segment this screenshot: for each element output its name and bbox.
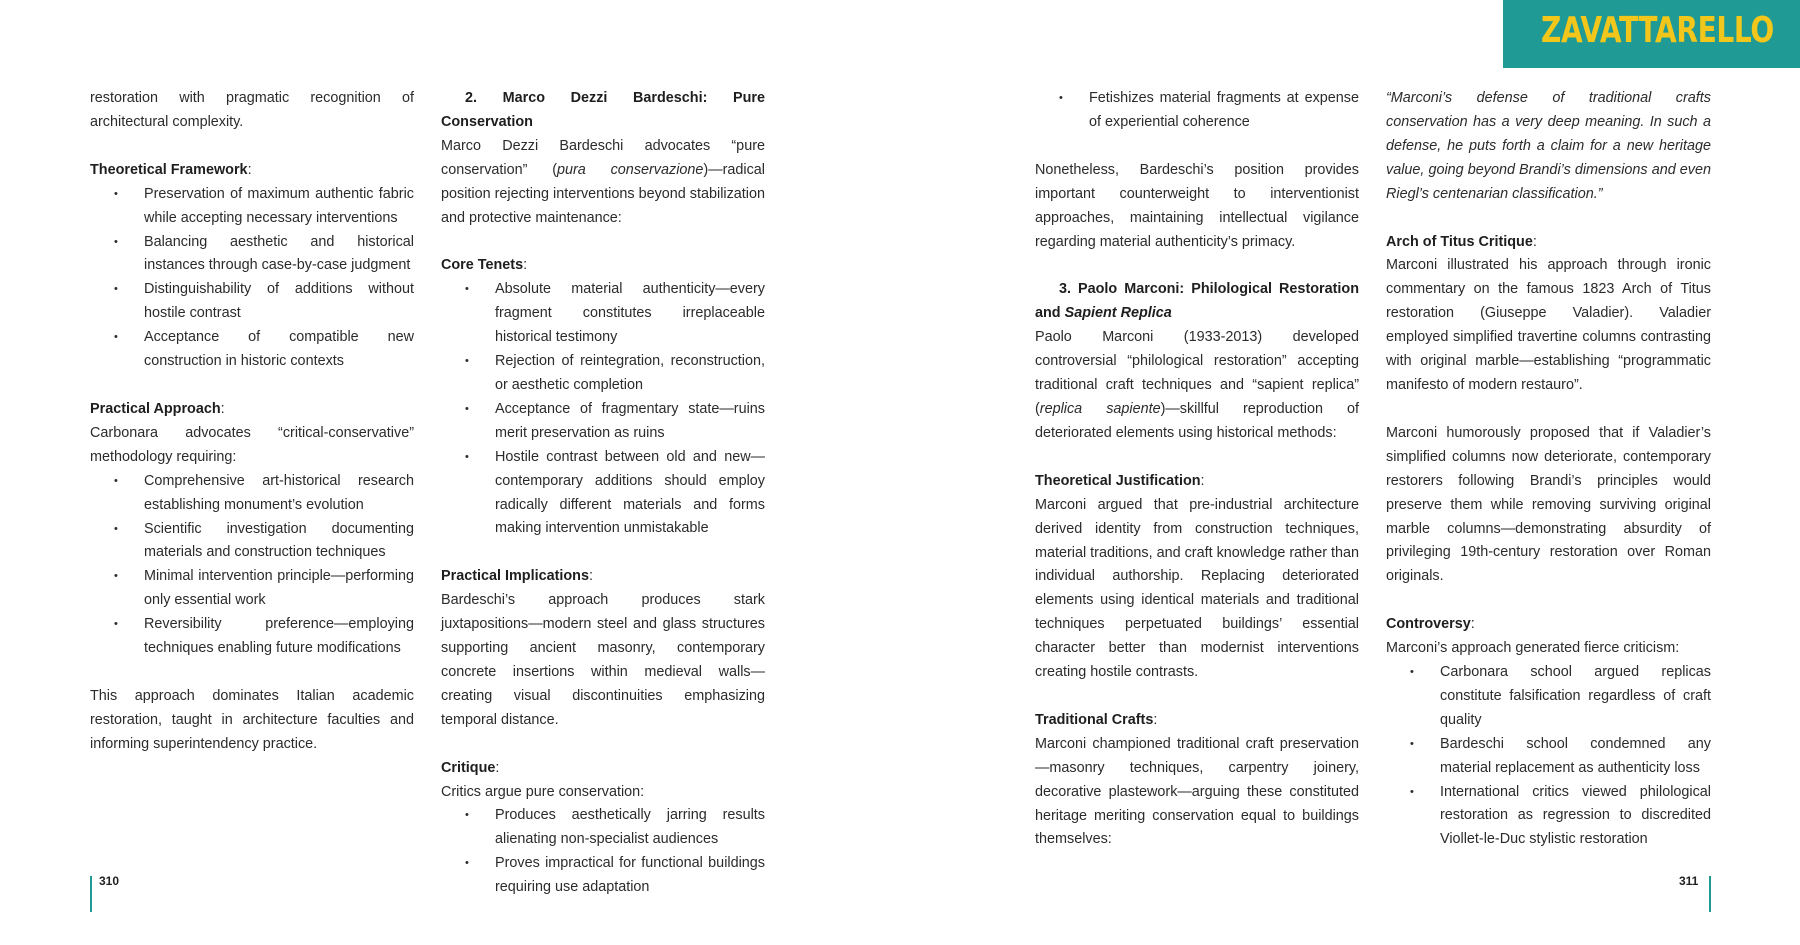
list-item: • Comprehensive art-historical research establishing monument’s evolution — [90, 470, 414, 518]
subheading-theoretical-justification: Theoretical Justification: — [1035, 472, 1205, 489]
section-heading-bardeschi: 2. Marco Dezzi Bardeschi: Pure Conservation — [441, 90, 765, 130]
list-item: • Acceptance of fragmentary state—ruins merit preservation as ruins — [441, 398, 765, 446]
bullet-list-critique — [441, 804, 765, 900]
subheading-controversy: Controversy: — [1386, 616, 1475, 633]
paragraph: This approach dominates Italian academic restoration, taught in architecture faculties and informing superintendency practice. — [90, 687, 414, 752]
list-item: • Produces aesthetically jarring results alienating non-specialist audiences — [441, 804, 765, 852]
list-item: • Acceptance of compatible new construction in historic contexts — [90, 326, 414, 374]
list-item: • Carbonara school argued replicas constitute falsification regardless of craft quality — [1386, 661, 1711, 733]
brand-title: ZAVATTARELLO — [1541, 10, 1774, 51]
list-item: • Minimal intervention principle—performing only essential work — [90, 565, 414, 613]
paragraph: Marco Dezzi Bardeschi advocates “pure conservation” (pura conservazione)—radical position rejecting interventions beyond stabilization and protective maintenance: — [441, 137, 765, 226]
list-item: • International critics viewed philological restoration as regression to discredited Viollet-le-Duc stylistic restoration — [1386, 781, 1711, 853]
paragraph: Marconi’s approach generated fierce criticism: — [1386, 640, 1680, 657]
subheading-theoretical-framework: Theoretical Framework: — [90, 161, 252, 178]
paragraph: Marconi illustrated his approach through ironic commentary on the famous 1823 Arch of Titus restoration (Giuseppe Valadier). Valadier employed simplified travertine columns contrasting with original marble—establishing “programmatic manifesto of modern restauro”. — [1386, 257, 1711, 393]
list-item: • Reversibility preference—employing techniques enabling future modifications — [90, 613, 414, 661]
paragraph: Bardeschi’s approach produces stark juxtapositions—modern steel and glass structures supporting ancient masonry, contemporary concrete insertions within medieval walls—creating visual discontinuities emphasizing temporal distance. — [441, 592, 765, 728]
bullet-list-practical-approach — [90, 470, 414, 661]
page-number-right: 311 — [1679, 874, 1699, 888]
blockquote: “Marconi’s defense of traditional crafts conservation has a very deep meaning. In such a defense, he puts forth a claim for a new heritage value, going beyond Brandi’s dimensions and even Riegl’s centenarian classification.” — [1386, 90, 1711, 202]
left-page-marker-line — [90, 876, 92, 912]
paragraph: Paolo Marconi (1933-2013) developed controversial “philological restoration” accepting traditional craft techniques and “sapient replica” (replica sapiente)—skillful reproduction of deteriorated elements using historical methods: — [1035, 329, 1359, 441]
list-item: • Bardeschi school condemned any material replacement as authenticity loss — [1386, 733, 1711, 781]
paragraph: Carbonara advocates “critical-conservative” methodology requiring: — [90, 424, 414, 465]
bullet-list-controversy — [1386, 661, 1711, 852]
subheading-practical-implications: Practical Implications: — [441, 568, 593, 585]
list-item: • Scientific investigation documenting materials and construction techniques — [90, 518, 414, 566]
list-item: • Rejection of reintegration, reconstruction, or aesthetic completion — [441, 350, 765, 398]
left-page-column-2 — [441, 87, 765, 900]
list-item: • Fetishizes material fragments at expense of experiential coherence — [1035, 87, 1359, 135]
subheading-arch-of-titus: Arch of Titus Critique: — [1386, 233, 1537, 250]
list-item: • Proves impractical for functional buildings requiring use adaptation — [441, 852, 765, 900]
paragraph: Marconi argued that pre-industrial architecture derived identity from construction techniques, material traditions, and craft knowledge rather than individual authorship. Replacing deteriorated elements using identical materials and traditional techniques perpetuated buildings’ essential character better than modernist interventions creating hostile contrasts. — [1035, 496, 1359, 681]
paragraph: restoration with pragmatic recognition of architectural complexity. — [90, 90, 414, 130]
subheading-critique: Critique: — [441, 759, 500, 776]
paragraph: Marconi championed traditional craft preservation—masonry techniques, carpentry joinery, decorative plastework—arguing these constituted heritage meriting conservation equal to buildings themselves: — [1035, 735, 1359, 848]
list-item: • Distinguishability of additions without hostile contrast — [90, 278, 414, 326]
list-item: • Preservation of maximum authentic fabric while accepting necessary interventions — [90, 183, 414, 231]
paragraph: Marconi humorously proposed that if Valadier’s simplified columns now deteriorate, contemporary restorers following Brandi’s principles would preserve them while removing surviving original marble columns—demonstrating absurdity of privileging 19th-century restoration over Roman originals. — [1386, 424, 1711, 585]
page-number-left: 310 — [99, 874, 120, 888]
subheading-practical-approach: Practical Approach: — [90, 400, 225, 417]
list-item: • Absolute material authenticity—every fragment constitutes irreplaceable historical testimony — [441, 278, 765, 350]
subheading-core-tenets: Core Tenets: — [441, 257, 528, 274]
right-page-column-2 — [1386, 87, 1711, 852]
bullet-list-core-tenets — [441, 278, 765, 541]
brand-tab — [1503, 0, 1800, 68]
paragraph: Nonetheless, Bardeschi’s position provides important counterweight to interventionist approaches, maintaining intellectual vigilance regarding material authenticity’s primacy. — [1035, 161, 1359, 250]
bullet-list-theoretical-framework — [90, 183, 414, 374]
list-item: • Hostile contrast between old and new—contemporary additions should employ radically different materials and forms making intervention unmistakable — [441, 446, 765, 542]
paragraph: Critics argue pure conservation: — [441, 783, 645, 800]
right-page-marker-line — [1709, 876, 1711, 912]
list-item: • Balancing aesthetic and historical instances through case-by-case judgment — [90, 231, 414, 279]
left-page-column-1 — [90, 87, 414, 757]
bullet-list-critique-continued — [1035, 87, 1359, 135]
right-page-column-1 — [1035, 87, 1359, 852]
subheading-traditional-crafts: Traditional Crafts: — [1035, 711, 1158, 728]
section-heading-marconi: 3. Paolo Marconi: Philological Restoration and Sapient Replica — [1035, 281, 1359, 322]
